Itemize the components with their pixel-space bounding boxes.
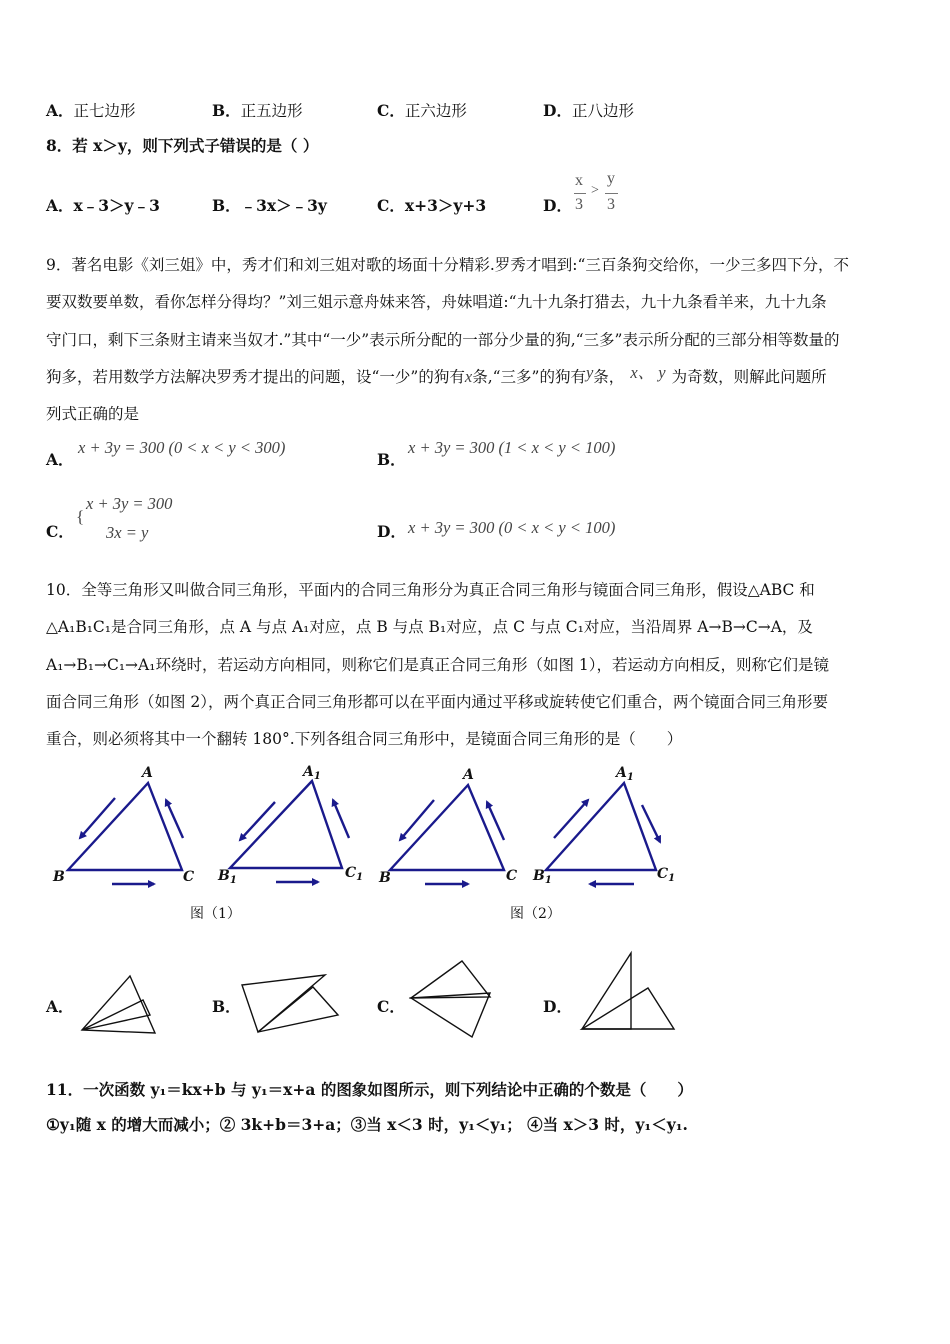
- fraction-left-denominator: 3: [575, 196, 583, 213]
- q9-line-4-part-b: 条,“三多”的狗有: [472, 368, 586, 386]
- fig2-arrow-ab: [400, 800, 434, 840]
- fig2-label-a1: [616, 765, 634, 783]
- q10-line-5: 重合，则必须将其中一个翻转 180°.下列各组合同三角形中，是镜面合同三角形的是（ ）: [46, 730, 683, 748]
- q10-option-a-letter: A．: [46, 997, 74, 1016]
- label-a1-letter: A: [616, 765, 627, 781]
- label-c1-sub: 1: [356, 872, 364, 883]
- fig1-arrow-c1a1: [333, 800, 349, 838]
- q8-option-a-text: x﹣3＞y﹣3: [73, 196, 160, 215]
- q9-line-3: 守门口，剩下三条财主请来当奴才.”其中“一少”表示所分配的一部分少量的狗,“三多”表示所分配的三部分相等数量的: [46, 331, 840, 349]
- fig1-label-b: B: [53, 869, 65, 885]
- q10-option-c-triangle-1: [411, 961, 490, 998]
- q10-option-a-triangle-2: [82, 1000, 150, 1030]
- fig1-label-c: C: [183, 869, 195, 885]
- fraction-right-numerator: y: [607, 170, 615, 187]
- q10-option-c-triangle-2: [411, 993, 490, 1037]
- label-c1-letter: C: [657, 866, 669, 882]
- label-b1-letter: B: [218, 868, 230, 884]
- fig2-triangle-a1b1c1: [546, 783, 656, 870]
- q10-option-c-letter: C．: [377, 997, 405, 1016]
- q8-option-b-text: ﹣3x＞﹣3y: [240, 196, 327, 215]
- q9-line-4-part-a: 狗多，若用数学方法解决罗秀才提出的问题，设“一少”的狗有: [46, 368, 465, 386]
- q10-line-4: 面合同三角形（如图 2），两个真正合同三角形都可以在平面内通过平移或旋转使它们重合，两个镜面合同三角形要: [46, 693, 829, 711]
- q8-option-d-letter: D．: [543, 196, 572, 215]
- q8-option-c-text: x+3＞y+3: [404, 196, 487, 215]
- q9-line-4-part-d: 为奇数，则解此问题所: [671, 368, 827, 386]
- q9-option-d-letter: D．: [377, 522, 406, 541]
- q9-var-x: x: [464, 367, 473, 386]
- fraction-left-numerator: x: [575, 172, 583, 189]
- fig2-arrow-b1a1: [554, 800, 588, 838]
- fig2-label-c: C: [506, 868, 518, 884]
- q9-option-c-brace: {: [76, 507, 85, 526]
- q10-option-d-letter: D．: [543, 997, 572, 1016]
- fig1-label-a: A: [142, 765, 153, 781]
- label-b1-sub: 1: [229, 875, 237, 886]
- q9-option-a-letter: A．: [46, 450, 74, 469]
- q7-option-a-text: 正七边形: [73, 102, 136, 120]
- q7-option-c-text: 正六边形: [404, 102, 467, 120]
- label-c1-sub: 1: [668, 873, 676, 884]
- q10-option-d-triangle-1: [582, 953, 631, 1029]
- fig2-label-a: A: [463, 767, 474, 783]
- q9-option-d-formula: x + 3y = 300 (0 < x < y < 100): [408, 518, 616, 537]
- fig1-label-a1: [303, 764, 321, 782]
- q9-line-4-part-c: 条，: [593, 368, 625, 386]
- q10-option-b-triangle-1: [242, 975, 325, 1032]
- q8-option-a-letter: A．: [46, 196, 74, 215]
- fraction-operator: >: [591, 183, 599, 198]
- q11-line-1: 11．一次函数 y₁＝kx+b 与 y₁＝x+a 的图象如图所示，则下列结论中正确的个数是（ ）: [46, 1080, 693, 1099]
- fig2-caption: 图（2）: [510, 906, 561, 922]
- fig2-label-b1: [533, 868, 552, 886]
- q9-option-b-formula: x + 3y = 300 (1 < x < y < 100): [408, 438, 616, 457]
- label-b1-letter: B: [533, 868, 545, 884]
- fig1-triangle-a1b1c1: [230, 781, 342, 868]
- fig1-arrow-a1b1: [240, 802, 275, 840]
- q9-option-b-letter: B．: [377, 450, 406, 469]
- q7-option-b-text: 正五边形: [240, 102, 303, 120]
- fig1-arrow-ab: [80, 798, 115, 838]
- q7-option-b-letter: B．: [212, 101, 241, 120]
- q10-option-b-letter: B．: [212, 997, 241, 1016]
- label-c1-letter: C: [345, 865, 357, 881]
- label-a1-sub: 1: [626, 772, 634, 783]
- q7-option-d-text: 正八边形: [571, 102, 634, 120]
- q10-option-b-triangle-2: [258, 987, 338, 1032]
- q7-option-c-letter: C．: [377, 101, 405, 120]
- q9-var-y: y: [585, 363, 594, 382]
- fig1-caption: 图（1）: [190, 906, 241, 922]
- fraction-right-denominator: 3: [607, 196, 615, 213]
- q8-option-b-letter: B．: [212, 196, 241, 215]
- fig2-label-b: B: [379, 870, 391, 886]
- q9-line-1: 9．著名电影《刘三姐》中，秀才们和刘三姐对歌的场面十分精彩.罗秀才唱到:“三百条狗交给你，一少三多四下分，不: [46, 256, 849, 274]
- q8-stem: 8．若 x＞y，则下列式子错误的是（ ）: [46, 136, 319, 155]
- q7-option-a-letter: A．: [46, 101, 74, 120]
- q10-line-2: △A₁B₁C₁是合同三角形，点 A 与点 A₁对应，点 B 与点 B₁对应，点 C 与点 C₁对应，当沿周界 A→B→C→A，及: [46, 618, 813, 636]
- fig2-label-c1: [657, 866, 675, 884]
- q9-option-c-eq2: 3x = y: [106, 523, 149, 542]
- label-b1-sub: 1: [544, 875, 552, 886]
- q9-option-c-letter: C．: [46, 522, 74, 541]
- fig1-label-b1: [218, 868, 237, 886]
- q7-option-d-letter: D．: [543, 101, 572, 120]
- q9-option-a-formula: x + 3y = 300 (0 < x < y < 300): [78, 438, 286, 457]
- q8-option-c-letter: C．: [377, 196, 405, 215]
- fig1-triangle-abc: [68, 783, 182, 870]
- label-a1-letter: A: [303, 764, 314, 780]
- fig1-label-c1: [345, 865, 363, 883]
- q11-line-2: ①y₁随 x 的增大而减小；② 3k+b＝3+a；③当 x＜3 时，y₁＜y₁； ④当 x＞3 时，y₁＜y₁.: [46, 1115, 688, 1134]
- q9-vars-xy: x、 y: [630, 363, 666, 382]
- q9-option-c-eq1: x + 3y = 300: [86, 494, 173, 513]
- q9-line-5: 列式正确的是: [46, 405, 140, 423]
- label-a1-sub: 1: [313, 771, 321, 782]
- q10-line-3: A₁→B₁→C₁→A₁环绕时，若运动方向相同，则称它们是真正合同三角形（如图 1），若运动方向相反，则称它们是镜: [46, 656, 829, 674]
- fig2-triangle-abc: [390, 785, 504, 870]
- q9-line-2: 要双数要单数，看你怎样分得均？”刘三姐示意舟妹来答，舟妹唱道:“九十九条打猎去，九十九条看羊来，九十九条: [46, 293, 827, 311]
- q10-line-1: 10．全等三角形又叫做合同三角形，平面内的合同三角形分为真正合同三角形与镜面合同三角形，假设△ABC 和: [46, 581, 815, 599]
